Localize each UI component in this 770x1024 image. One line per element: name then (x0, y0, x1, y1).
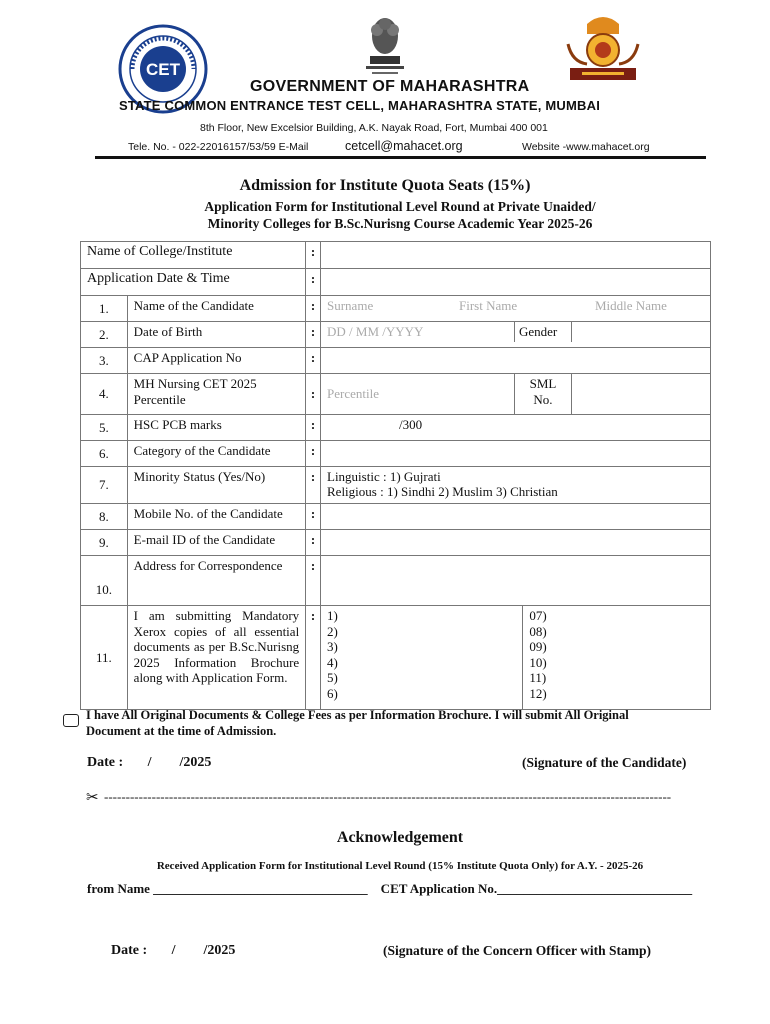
row-label: Date of Birth (127, 322, 306, 348)
candidate-signature-label: (Signature of the Candidate) (522, 755, 687, 770)
table-row (81, 530, 711, 556)
doc-item: 2) (327, 623, 338, 639)
colon: : (306, 606, 321, 710)
officer-date[interactable]: Date : / /2025 (111, 943, 236, 958)
colon: : (306, 242, 321, 269)
row-number: 5. (81, 415, 128, 441)
gender-field[interactable] (572, 322, 711, 342)
doc-item: 3) (327, 639, 338, 654)
doc-item: 1) (327, 608, 338, 623)
table-row (81, 415, 711, 441)
colon: : (306, 530, 321, 556)
colon: : (306, 504, 321, 530)
row-label: MH Nursing CET 2025 Percentile (127, 374, 306, 415)
minority-linguistic: Linguistic : 1) Gujrati (327, 469, 441, 484)
colon: : (306, 467, 321, 504)
table-row (81, 467, 711, 504)
row-number: 10. (81, 556, 128, 606)
doc-item: 09) (529, 639, 547, 654)
table-row (81, 556, 711, 606)
cut-line: ----------------------------------------------------------------------------------------------------------------------------------- (104, 789, 672, 804)
government-title: GOVERNMENT OF MAHARASHTRA (250, 78, 530, 95)
dob-field[interactable]: DD / MM /YYYY (321, 322, 515, 342)
appdate-label: Application Date & Time (81, 269, 306, 296)
category-field[interactable] (321, 441, 711, 467)
candidate-date[interactable]: Date : / /2025 (87, 755, 212, 770)
row-label: Mobile No. of the Candidate (127, 504, 306, 530)
row-number: 8. (81, 504, 128, 530)
table-row (81, 504, 711, 530)
table-row (81, 374, 711, 415)
surname-placeholder: Surname (327, 298, 374, 313)
sml-field[interactable] (572, 374, 711, 414)
colon: : (306, 322, 321, 348)
doc-item: 6) (327, 685, 338, 701)
maharashtra-seal (562, 14, 644, 84)
colon: : (306, 415, 321, 441)
doc-item: 10) (529, 654, 547, 670)
doc-item: 4) (327, 654, 338, 670)
officer-signature-label: (Signature of the Concern Officer with Stamp) (383, 943, 651, 958)
ashoka-emblem (360, 12, 410, 80)
colon: : (306, 269, 321, 296)
minority-field[interactable] (321, 467, 711, 504)
table-row (81, 269, 711, 296)
doc-item: 11) (529, 670, 547, 685)
row-number: 7. (81, 467, 128, 504)
row-number: 11. (81, 606, 128, 710)
middle-name-placeholder: Middle Name (595, 298, 667, 313)
row-label: Address for Correspondence (127, 556, 306, 606)
form-subtitle-2: Minority Colleges for B.Sc.Nurisng Course Academic Year 2025-26 (207, 216, 593, 231)
colon: : (306, 556, 321, 606)
cap-application-field[interactable] (321, 348, 711, 374)
percentile-field[interactable]: Percentile (321, 374, 515, 414)
sml-label: SML No. (515, 374, 572, 414)
row-number: 2. (81, 322, 128, 348)
table-row (81, 242, 711, 269)
declaration-checkbox[interactable] (63, 714, 79, 727)
dob-gender-cell (321, 322, 711, 348)
first-name-placeholder: First Name (459, 298, 518, 313)
cell-title: STATE COMMON ENTRANCE TEST CELL, MAHARASHTRA STATE, MUMBAI (119, 98, 601, 113)
scissors-icon: ✂ (86, 790, 99, 806)
row-label: HSC PCB marks (127, 415, 306, 441)
acknowledgement-received-text: Received Application Form for Institutional Level Round (15% Institute Quota Only) for A.Y. - 2025-26 (156, 860, 644, 872)
row-label: Name of the Candidate (127, 296, 306, 322)
declaration-text: I have All Original Documents & College Fees as per Information Brochure. I will submit All Original Document at the time of Admission. (86, 708, 629, 738)
table-row (81, 606, 711, 710)
address-field[interactable] (321, 556, 711, 606)
minority-religious: Religious : 1) Sindhi 2) Muslim 3) Christian (327, 484, 558, 499)
website-text: Website -www.mahacet.org (522, 141, 650, 153)
hsc-marks-field[interactable]: /300 (321, 415, 711, 441)
email-field[interactable] (321, 530, 711, 556)
colon: : (306, 348, 321, 374)
row-number: 6. (81, 441, 128, 467)
application-form-table (80, 241, 711, 710)
appdate-field[interactable] (321, 269, 711, 296)
doc-item: 08) (529, 623, 547, 639)
row-number: 9. (81, 530, 128, 556)
header-rule (95, 156, 706, 159)
email-link[interactable]: cetcell@mahacet.org (345, 139, 463, 153)
row-label: Category of the Candidate (127, 441, 306, 467)
acknowledgement-from-line[interactable]: from Name _________________________________ CET Application No.______________________________ (87, 881, 693, 896)
office-address: 8th Floor, New Excelsior Building, A.K. Nayak Road, Fort, Mumbai 400 001 (200, 122, 548, 134)
row-label: Minority Status (Yes/No) (127, 467, 306, 504)
table-row (81, 296, 711, 322)
cet-logo-text: CET (146, 60, 180, 79)
doc-item: 12) (529, 685, 547, 701)
acknowledgement-title: Acknowledgement (336, 829, 464, 846)
colon: : (306, 374, 321, 415)
table-row (81, 441, 711, 467)
doc-item: 07) (529, 608, 547, 623)
percentile-sml-cell (321, 374, 711, 415)
candidate-name-field[interactable] (321, 296, 711, 322)
college-label: Name of College/Institute (81, 242, 306, 269)
table-row (81, 322, 711, 348)
gender-label: Gender (515, 322, 572, 342)
mobile-field[interactable] (321, 504, 711, 530)
telephone-text: Tele. No. - 022-22016157/53/59 E-Mail (128, 141, 309, 153)
row-label: I am submitting Mandatory Xerox copies of all essential documents as per B.Sc.Nurisng 2025 Information Brochure along with Application Form. (127, 606, 306, 710)
row-label: E-mail ID of the Candidate (127, 530, 306, 556)
row-number: 3. (81, 348, 128, 374)
colon: : (306, 441, 321, 467)
table-row (81, 348, 711, 374)
college-field[interactable] (321, 242, 711, 269)
form-title: Admission for Institute Quota Seats (15%) (239, 177, 531, 194)
doc-item: 5) (327, 670, 338, 685)
row-label: CAP Application No (127, 348, 306, 374)
colon: : (306, 296, 321, 322)
form-subtitle-1: Application Form for Institutional Level Round at Private Unaided/ (204, 199, 596, 214)
documents-list-left[interactable] (321, 606, 523, 710)
row-number: 1. (81, 296, 128, 322)
row-number: 4. (81, 374, 128, 415)
documents-list-right[interactable] (523, 606, 711, 710)
